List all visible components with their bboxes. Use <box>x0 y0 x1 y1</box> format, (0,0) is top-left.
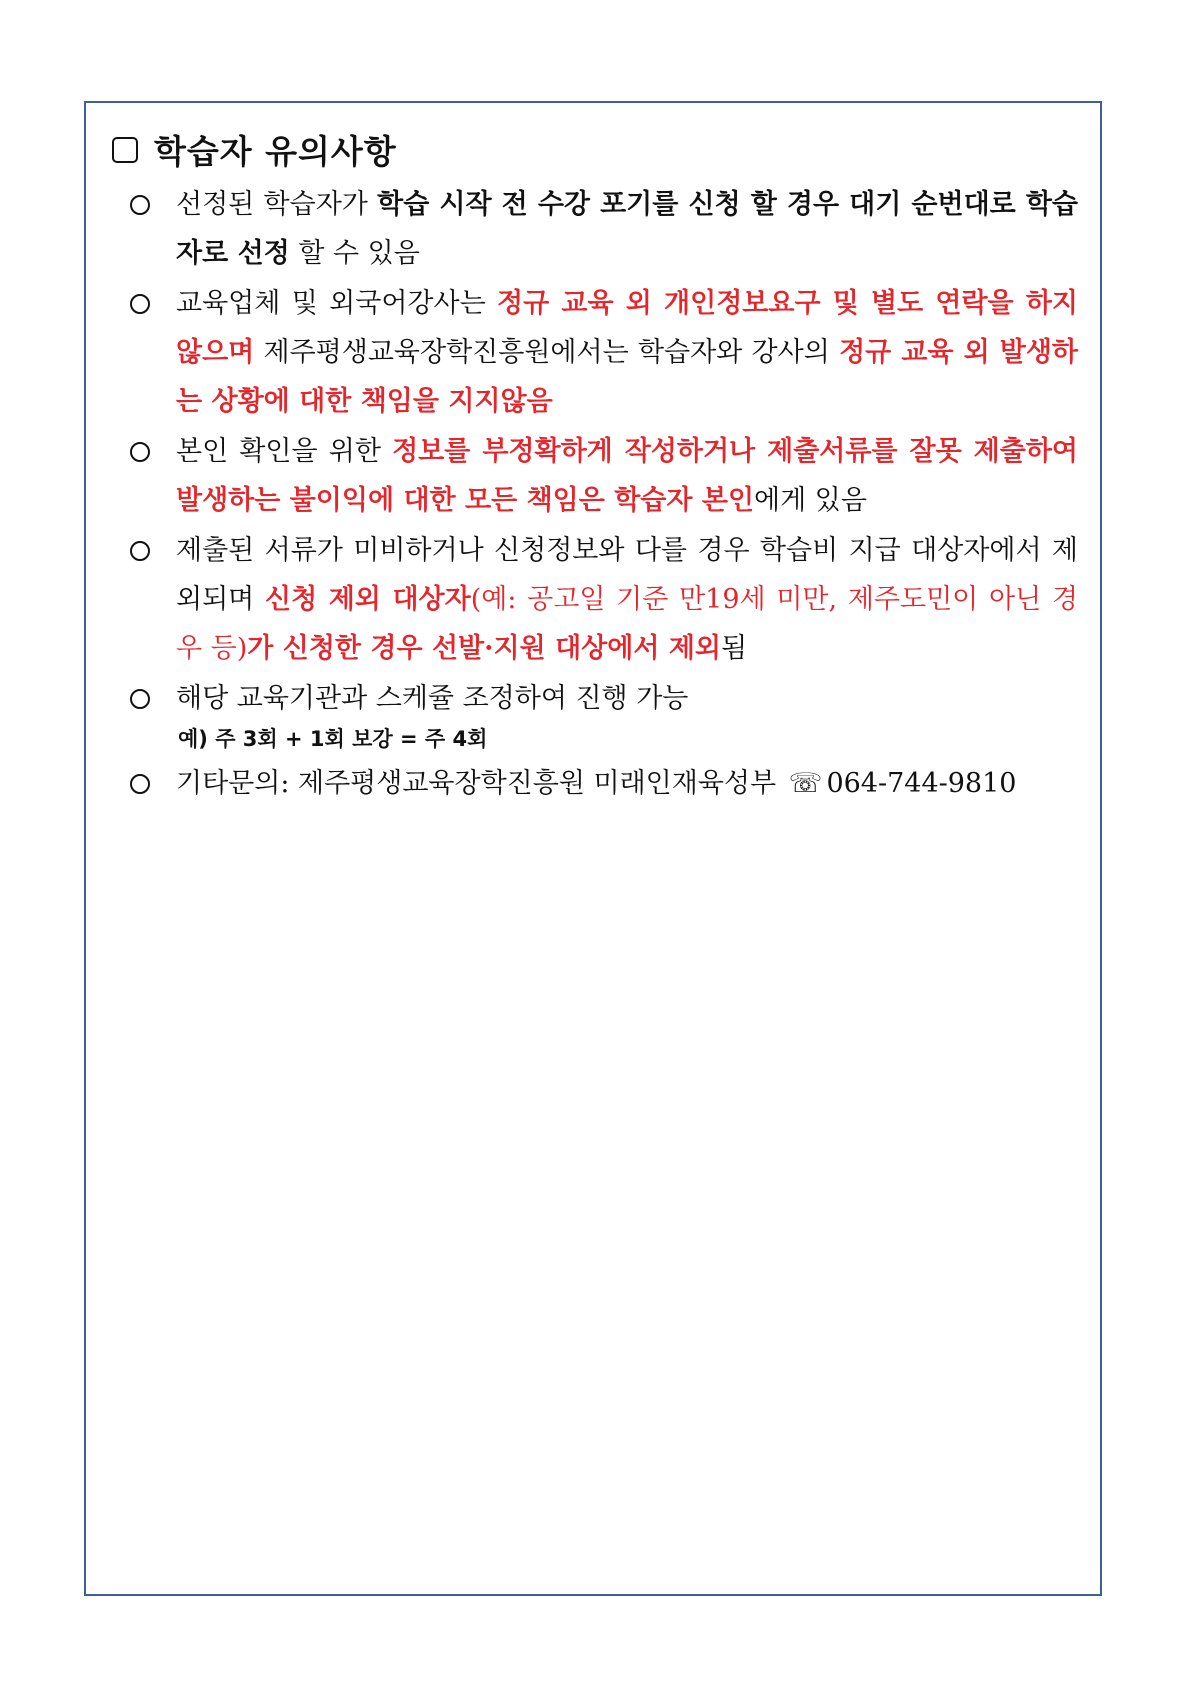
section-heading-text: 학습자 유의사항 <box>154 132 397 171</box>
notice-list <box>128 180 1078 809</box>
circle-bullet-icon <box>130 442 150 462</box>
section-heading <box>112 126 397 173</box>
checkbox-square-icon <box>112 137 138 163</box>
notice-item-1 <box>128 180 1078 278</box>
notice-text: 교육업체 및 외국어강사는 정규 교육 외 개인정보요구 및 별도 연락을 하지 않으며 제주평생교육장학진흥원에서는 학습자와 강사의 정규 교육 외 발생하는 상황에 대한 책임을 지지않음 <box>176 288 1078 417</box>
circle-bullet-icon <box>130 541 150 561</box>
notice-item-5 <box>128 674 1078 723</box>
notice-item-3 <box>128 427 1078 525</box>
circle-bullet-icon <box>130 294 150 314</box>
notice-text: 해당 교육기관과 스케쥴 조정하여 진행 가능 <box>176 683 689 714</box>
notice-text: 본인 확인을 위한 정보를 부정확하게 작성하거나 제출서류를 잘못 제출하여 발생하는 불이익에 대한 모든 책임은 학습자 본인에게 있음 <box>176 436 1078 516</box>
notice-text: 제출된 서류가 미비하거나 신청정보와 다를 경우 학습비 지급 대상자에서 제외되며 신청 제외 대상자(예: 공고일 기준 만19세 미만, 제주도민이 아닌 경우 등)가 신청한 경우 선발·지원 대상에서 제외됨 <box>176 535 1079 664</box>
notice-text: 선정된 학습자가 학습 시작 전 수강 포기를 신청 할 경우 대기 순번대로 학습자로 선정 할 수 있음 <box>176 189 1078 269</box>
contact-phone: 064-744-9810 <box>826 768 1017 799</box>
contact-label: 기타문의: 제주평생교육장학진흥원 미래인재육성부 <box>176 768 777 799</box>
notice-item-2 <box>128 279 1078 426</box>
circle-bullet-icon <box>130 774 150 794</box>
telephone-icon: ☏ <box>788 768 823 799</box>
schedule-example-note: 예) 주 3회 + 1회 보강 = 주 4회 <box>178 727 488 751</box>
notice-item-4 <box>128 526 1078 673</box>
circle-bullet-icon <box>130 195 150 215</box>
circle-bullet-icon <box>130 689 150 709</box>
notice-item-contact <box>128 759 1078 808</box>
